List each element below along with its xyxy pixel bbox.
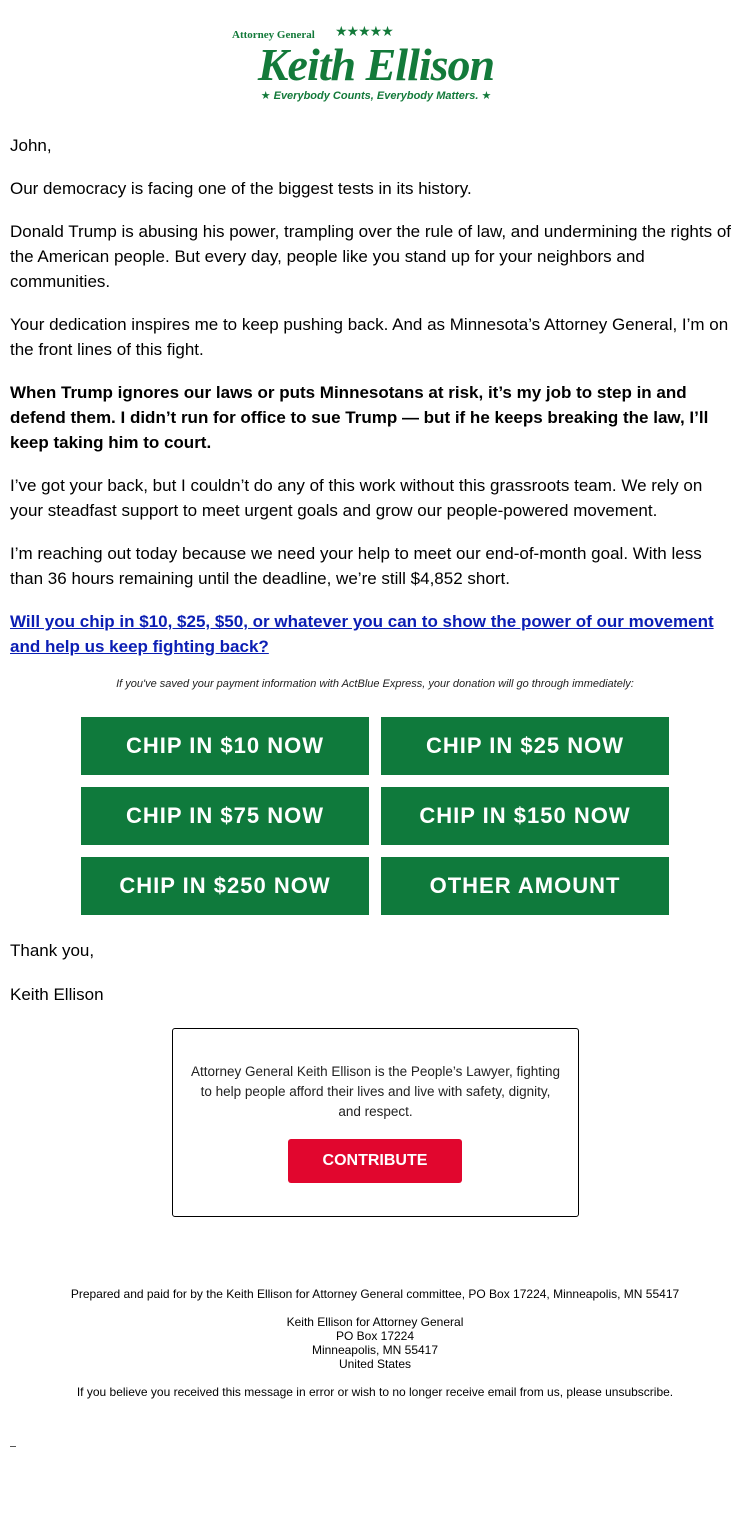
address-line: Keith Ellison for Attorney General [286, 1315, 464, 1329]
signoff [10, 938, 104, 1026]
address-line: United States [338, 1357, 412, 1371]
chip-in-150-button[interactable]: CHIP IN $150 NOW [381, 787, 669, 845]
letter-body [10, 133, 734, 659]
greeting: John, [10, 136, 52, 155]
paragraph-democracy: Our democracy is facing one of the biggest tests in its history. [10, 179, 472, 198]
paragraph-grassroots: I’ve got your back, but I couldn’t do any of this work without this grassroots team. We rely on your steadfast support to meet urgent goals and grow our people-powered movement. [10, 476, 703, 520]
paragraph-bold-court: When Trump ignores our laws or puts Minnesotans at risk, it’s my job to step in and defend them. I didn’t run for office to sue Trump — but if he keeps breaking the law, I’ll keep taking him to court. [10, 383, 709, 452]
signature: Keith Ellison [10, 985, 104, 1004]
paragraph-deadline: I’m reaching out today because we need your help to meet our end-of-month goal. With less than 36 hours remaining until the deadline, we’re still $4,852 short. [10, 544, 702, 588]
address-line: Minneapolis, MN 55417 [311, 1343, 439, 1357]
bio-box [172, 1028, 579, 1217]
logo-attorney-general-label: Attorney General [232, 29, 315, 41]
contribute-button[interactable]: CONTRIBUTE [288, 1139, 462, 1183]
bio-text: Attorney General Keith Ellison is the People’s Lawyer, fighting to help people afford their lives and live with safety, dignity, and respect. [191, 1064, 560, 1119]
chip-in-ask-link[interactable]: Will you chip in $10, $25, $50, or whatever you can to show the power of our movement and help us keep fighting back? [10, 612, 714, 656]
chip-in-25-button[interactable]: CHIP IN $25 NOW [381, 717, 669, 775]
unsubscribe-notice: If you believe you received this message in error or wish to no longer receive email from us, please unsubscribe. [76, 1385, 674, 1399]
paragraph-dedication: Your dedication inspires me to keep pushing back. And as Minnesota’s Attorney General, I’m on the front lines of this fight. [10, 315, 729, 359]
chip-in-250-button[interactable]: CHIP IN $250 NOW [81, 857, 369, 915]
logo-tagline: ★ Everybody Counts, Everybody Matters. ★ [260, 90, 492, 102]
paid-for-disclaimer: Prepared and paid for by the Keith Ellison for Attorney General committee, PO Box 17224, Minneapolis, MN 55417 [70, 1287, 680, 1301]
logo-name: Keith Ellison [257, 39, 495, 90]
ask-paragraph [10, 609, 734, 659]
logo-stars-icon: ★★★★★ [335, 23, 393, 39]
paragraph-trump-abuse: Donald Trump is abusing his power, trampling over the rule of law, and undermining the rights of the American people. But every day, people like you stand up for your neighbors and communities. [10, 222, 732, 291]
campaign-logo [225, 20, 527, 106]
address-line: PO Box 17224 [335, 1329, 415, 1343]
mailing-address [0, 1315, 750, 1371]
chip-in-75-button[interactable]: CHIP IN $75 NOW [81, 787, 369, 845]
chip-in-10-button[interactable]: CHIP IN $10 NOW [81, 717, 369, 775]
closing: Thank you, [10, 941, 95, 960]
actblue-express-note: If you've saved your payment information with ActBlue Express, your donation will go through immediately: [116, 678, 634, 690]
tracking-pixel-mark [10, 1446, 16, 1447]
other-amount-button[interactable]: OTHER AMOUNT [381, 857, 669, 915]
